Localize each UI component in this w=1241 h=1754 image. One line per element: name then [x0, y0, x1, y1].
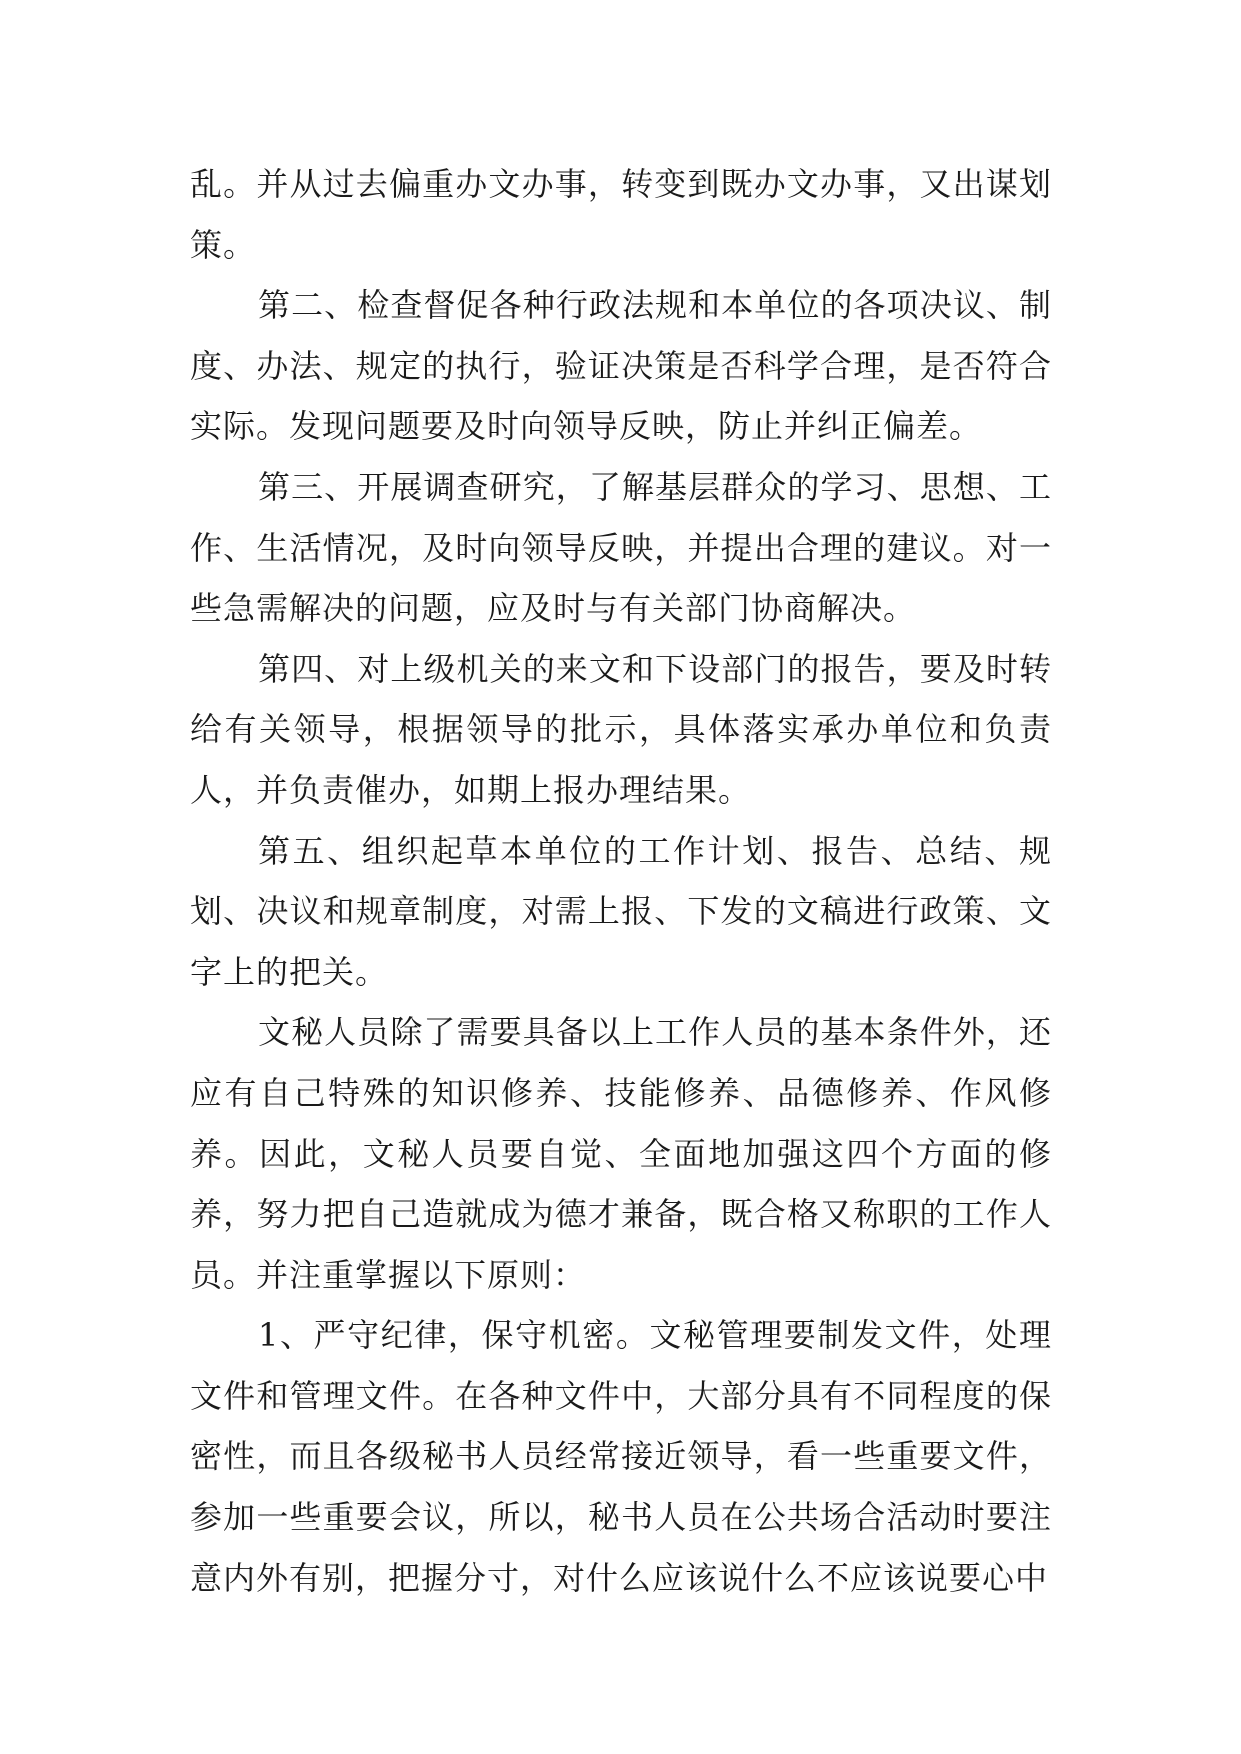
paragraph-item-3: 第三、开展调查研究，了解基层群众的学习、思想、工作、生活情况，及时向领导反映，并提出合理的建议。对一些急需解决的问题，应及时与有关部门协商解决。 — [190, 467, 1052, 628]
document-body — [190, 154, 1052, 1608]
paragraph-cultivation: 文秘人员除了需要具备以上工作人员的基本条件外，还应有自己特殊的知识修养、技能修养、品德修养、作风修养。因此，文秘人员要自觉、全面地加强这四个方面的修养，努力把自己造就成为德才兼备，既合格又称职的工作人员。并注重掌握以下原则： — [190, 1013, 1052, 1294]
paragraph-item-4: 第四、对上级机关的来文和下设部门的报告，要及时转给有关领导，根据领导的批示，具体落实承办单位和负责人，并负责催办，如期上报办理结果。 — [190, 649, 1052, 809]
paragraph-continuation: 乱。并从过去偏重办文办事，转变到既办文办事，又出谋划策。 — [190, 165, 1052, 264]
paragraph-item-2: 第二、检查督促各种行政法规和本单位的各项决议、制度、办法、规定的执行，验证决策是否科学合理，是否符合实际。发现问题要及时向领导反映，防止并纠正偏差。 — [190, 286, 1052, 446]
paragraph-item-5: 第五、组织起草本单位的工作计划、报告、总结、规划、决议和规章制度，对需上报、下发的文稿进行政策、文字上的把关。 — [190, 831, 1052, 991]
paragraph-principle-1: 1、严守纪律，保守机密。文秘管理要制发文件，处理文件和管理文件。在各种文件中，大部分具有不同程度的保密性，而且各级秘书人员经常接近领导，看一些重要文件，参加一些重要会议，所以，秘书人员在公共场合活动时要注意内外有别，把握分寸，对什么应该说什么不应该说要心中 — [190, 1316, 1052, 1597]
